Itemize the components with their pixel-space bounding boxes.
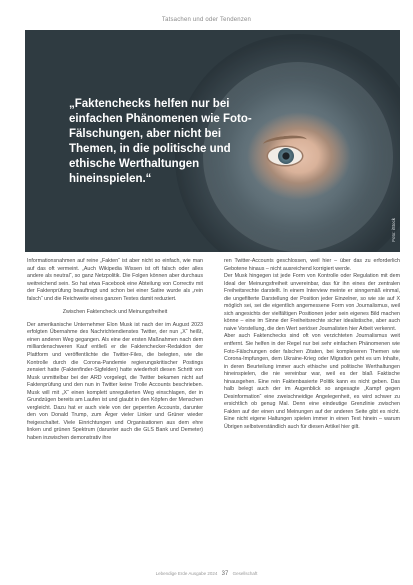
page-footer [0,571,413,577]
paragraph: Informationsnahmen auf reine „Fakten“ ist aber nicht so einfach, wie man auf das oft vermeint. „Auch Wikipedia Wissen ist oft falsch oder alles andere als neutral“, so ganz Netzpolitik. Die Folgen können aber durchaus weitreichend sein. So hat etwa Facebook eine Abteilung von Correctiv mit der Faktenprüfung beauftragt und schon bei einer Satire wurde als „rein falsch“ und die Reichweite eines ganzen Textes damit reduziert. [27,258,203,302]
iris-decoration [278,148,294,164]
footer-publication: Lebendige Erde Ausgabe 2024 [155,571,218,576]
article-column-left [27,258,203,443]
hero-image [25,30,400,252]
paragraph: Aber auch Faktenchecks sind oft von verzichteten Journalismus weit entfernt. Sie helfen in der Regel nur bei sehr einfachen Phänomenen wie Foto-Fälschungen oder falschen Zitaten, bei komplexeren Themen wie Corona-Impfungen, dem Ukraine-Krieg oder Migration geht es um Inhalte, in deren Beurteilung immer auch ethische und politische Werthaltungen hineinspielen, die nie vereinbar war, weil es der blaß Faktische hinausgehen. Eine rein Faktenbasierte Politik kann es nicht geben. Das halb belegt auch der im Augenblick so angesagte „Kampf gegen Desinformation“ eine zweischneidige Angelegenheit, es wird schwer zu ersichtlich ob genug Mal. Denn eine eindeutige Grenzlinie zwischen Fakten auf der einen und Meinungen auf der anderen Seite gibt es nicht. Eine nicht eigene Haltungen spielen immer in einen Text hinein – warum Übrigen selbstverständlich auch für diesen Artikel hier gilt. [224,333,400,431]
photo-credit: Foto: iStock [391,218,396,242]
paragraph: ren Twitter-Accounts geschlossen, weil hier – über das zu erforderlich Gebotene hinaus – nicht ausreichend korrigiert werde. [224,258,400,272]
article-column-right [224,258,400,432]
pull-quote: „Faktenchecks helfen nur bei einfachen Phänomenen wie Foto-Fälschungen, aber nicht bei Themen, in die politische und ethische Werthaltungen hineinspielen.“ [69,98,252,185]
section-label: Tatsachen und oder Tendenzen [161,17,252,23]
subheading: Zwischen Faktencheck und Meinungsfreiheit [62,309,168,316]
page-number: 37 [221,571,229,577]
footer-section: Gesellschaft [232,571,258,576]
paragraph: Der Musk hingegen ist jede Form von Kontrolle oder Regulation mit dem Ideal der Meinungsfreiheit unvereinbar, das für ihn eines der zentralen Freiheitsrechte darstellt. In einem Interview meinte er sinngemäß einmal, die ungefilterte Darstellung der Position jeder Einzelner, so wie sie auf X möglich sei, sei die eigentlich angemessene Form von Journalismus, weil sich angesichts der vielfältigen Positionen jeder sein eigenes Bild machen könne – eine im Sinne der Freiheitsrechte sicher idealistische, aber auch naive Vorstellung, die den Wert seriöser Journalisten hier Arbeit verkennt. [224,273,400,332]
paragraph: Der amerikanische Unternehmer Elon Musk ist nach der im August 2023 erfolgten Übernahme des Nachrichtendienstes Twitter, der nun „X“ heißt, einen anderen Weg gegangen. Als eine der ersten Maßnahmen nach dem milliardenschweren Kauf entließ er die Faktenchecker-Redaktion der Plattform und veröffentlichte die Twitter-Files, die belegten, wie die Kontrolle durch die Corona-Pandemie regierungskritischer Postings zensiert hatte (Faktenfinder-Sigfelden) hatte wiederholt diesen Schritt von Musk unmittelbar bei der ARD vorgelegt, die Twitter bekamen nicht auf Faktenprüfung und den nun in Twitter keine Trolle Accounts beschrieben. Musk will mit „X“ einen komplett unregulierten Weg einschlagen, der in Grundzügen bereits am Laufen ist und glaubt in den Köpfen der Menschen vergleicht. Dazu hat er auch viele von der geperrten Accounts, darunter den von Donald Trump, zum Ärger vieler Linker und Grüner wieder freigeschaltet. Viele Einrichtungen und Organisationen aus dem ehre linken und grünen Spektrum (darunter auch die GLS Bank und Demeter) haben inzwischen demonstrativ ihre [27,321,203,442]
